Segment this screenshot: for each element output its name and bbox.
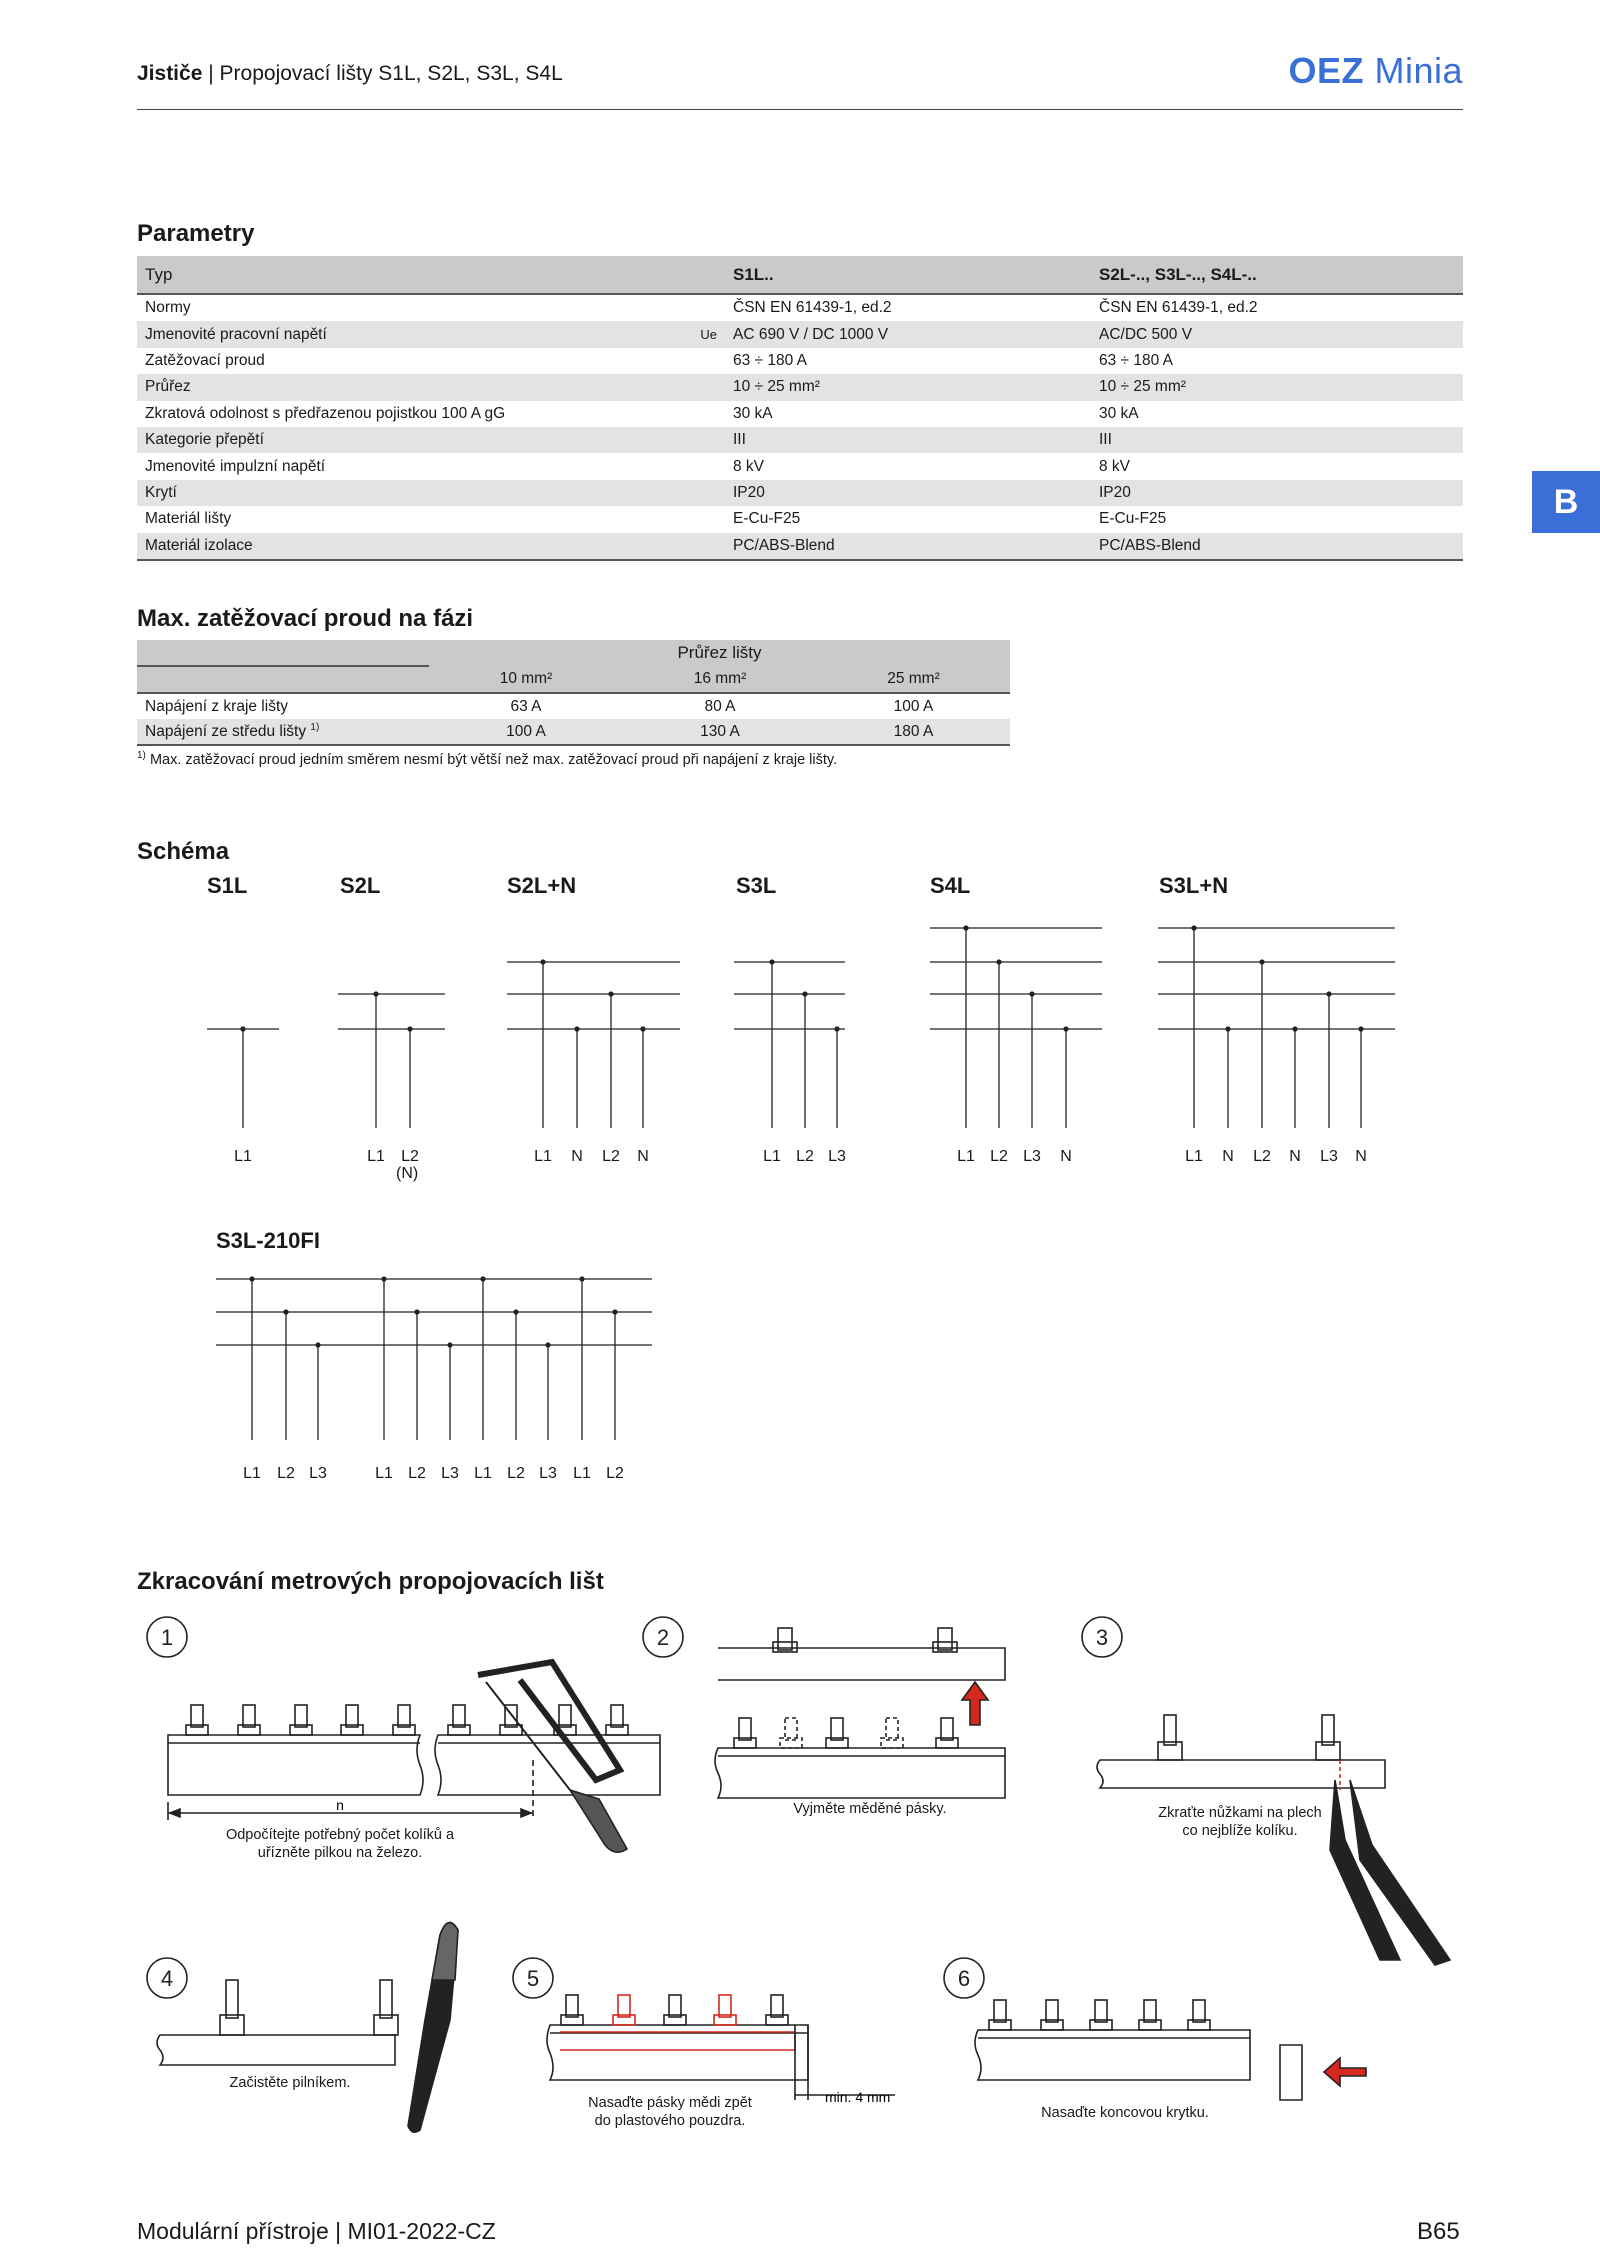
params-heading: Parametry [137, 220, 255, 247]
pin [398, 1705, 410, 1727]
params-cell: Ue [665, 321, 725, 347]
pin [669, 1995, 681, 2017]
params-cell: Materiál lišty [145, 510, 232, 528]
pin [346, 1705, 358, 1727]
params-cell: E-Cu-F25 [733, 510, 801, 528]
params-cell: 30 kA [1099, 404, 1139, 422]
schema-label: N [637, 1148, 649, 1165]
schema-label: L1 [957, 1148, 975, 1165]
params-cell: 8 kV [733, 457, 765, 475]
brand-bold: OEZ [1288, 50, 1364, 91]
schema-label: L1 [243, 1465, 261, 1482]
current-row-label-text: Napájení z kraje lišty [145, 698, 289, 716]
cutting-heading: Zkracování metrových propojovacích lišt [137, 1568, 604, 1595]
params-header-cell: S1L.. [725, 256, 1091, 294]
schema-junction [447, 1342, 452, 1347]
current-col-header: 25 mm² [817, 666, 1010, 693]
step5-figure [547, 1995, 895, 2100]
brand-light: Minia [1374, 50, 1463, 91]
step3-caption: Zkraťte nůžkami na plech co nejblíže kolíku. [1158, 1805, 1322, 1839]
params-cell: Jmenovité impulzní napětí [145, 457, 326, 475]
schema-junction [513, 1309, 518, 1314]
schema-junction [802, 991, 807, 996]
pin [886, 1718, 898, 1740]
pin [785, 1718, 797, 1740]
pin [780, 1738, 802, 1748]
schema-junction [1063, 1026, 1068, 1031]
schema-label: L2 [401, 1148, 419, 1165]
params-cell: Jmenovité pracovní napětí [137, 321, 665, 347]
params-header-cell: S2L-.., S3L-.., S4L-.. [1091, 256, 1463, 294]
params-cell: Zkratová odolnost s předřazenou pojistkou 100 A gG [145, 404, 506, 422]
schema-label: L2 [602, 1148, 620, 1165]
step6-figure [975, 2000, 1366, 2100]
schema-label: L1 [474, 1465, 492, 1482]
params-cell: ČSN EN 61439-1, ed.2 [1099, 299, 1258, 317]
current-cell: 180 A [817, 719, 1010, 745]
current-group-header: Průřez lišty [429, 640, 1010, 666]
current-cell: 130 A [623, 719, 817, 745]
pin [618, 1995, 630, 2017]
header-category: Jističe [137, 62, 203, 85]
pin [295, 1705, 307, 1727]
current-row-sup: 1) [310, 721, 320, 733]
params-cell: Zatěžovací proud [145, 351, 265, 369]
pin [566, 1995, 578, 2017]
current-cell: 63 A [510, 697, 542, 715]
step-num-1: 1 [160, 1625, 174, 1650]
pin [559, 1705, 571, 1727]
params-cell: 30 kA [733, 404, 773, 422]
current-row-label-text: Napájení ze středu lišty [145, 723, 307, 741]
params-cell: III [1091, 427, 1463, 453]
footnote-mark: 1) [137, 750, 146, 761]
step2-caption: Vyjměte měděné pásky. [793, 1801, 947, 1817]
header-separator: | [208, 62, 214, 85]
params-cell: PC/ABS-Blend [725, 533, 1091, 560]
schema-label: L1 [1185, 1148, 1203, 1165]
schema-label: L2 [606, 1465, 624, 1482]
pin [1095, 2000, 1107, 2022]
footnote-text: Max. zatěžovací proud jedním směrem nesmí být větší než max. zatěžovací proud při napájení z kraje lišty. [149, 751, 838, 768]
schema-junction [612, 1309, 617, 1314]
params-header-cell: Typ [137, 256, 665, 294]
schema-junction [381, 1276, 386, 1281]
schema-title-5: S3L+N [1159, 873, 1229, 898]
section-tab[interactable]: B [1532, 471, 1600, 533]
pin [831, 1718, 843, 1740]
schema-label: L3 [539, 1465, 557, 1482]
schema-label: N [1355, 1148, 1367, 1165]
params-cell: AC/DC 500 V [1091, 321, 1463, 347]
schema-junction [1358, 1026, 1363, 1031]
params-cell: E-Cu-F25 [1099, 510, 1167, 528]
schema-junction [414, 1309, 419, 1314]
step-num-3: 3 [1095, 1625, 1109, 1650]
schema-title-2: S2L+N [507, 873, 577, 898]
schema-junction [480, 1276, 485, 1281]
schema-label: L1 [534, 1148, 552, 1165]
schema-junction [249, 1276, 254, 1281]
step1-caption: Odpočítejte potřebný počet kolíků a uřízněte pilkou na železo. [225, 1827, 455, 1861]
schema-junction [640, 1026, 645, 1031]
current-col-header: 16 mm² [623, 666, 817, 693]
schema-junction [540, 959, 545, 964]
pin [1144, 2000, 1156, 2022]
params-cell: 8 kV [1099, 457, 1131, 475]
pin [994, 2000, 1006, 2022]
pin [1046, 2000, 1058, 2022]
schema-junction [545, 1342, 550, 1347]
pin [941, 1718, 953, 1740]
schema-label: L2 [990, 1148, 1008, 1165]
step1-n-label: n [336, 1797, 344, 1813]
step-num-5: 5 [526, 1966, 540, 1991]
pin [739, 1718, 751, 1740]
schema-label: L3 [441, 1465, 459, 1482]
schema-label: N [571, 1148, 583, 1165]
schema-junction [315, 1342, 320, 1347]
schema-label: L1 [375, 1465, 393, 1482]
page-number: B65 [1417, 2218, 1460, 2245]
params-cell: IP20 [725, 480, 1091, 506]
params-cell: Krytí [137, 480, 665, 506]
schema-junction [834, 1026, 839, 1031]
step2-figure [715, 1628, 1005, 1798]
schema-title-0: S1L [207, 873, 248, 898]
params-cell: AC 690 V / DC 1000 V [725, 321, 1091, 347]
step1-figure [168, 1662, 660, 1852]
params-cell: 63 ÷ 180 A [1099, 351, 1174, 369]
params-cell: PC/ABS-Blend [1091, 533, 1463, 560]
schema-label: L1 [763, 1148, 781, 1165]
footer-left: Modulární přístroje | MI01-2022-CZ [137, 2218, 496, 2244]
params-cell: Normy [145, 299, 191, 317]
current-col-header: 10 mm² [429, 666, 623, 693]
schema-junction [1191, 925, 1196, 930]
schema-title-1: S2L [340, 873, 381, 898]
schema-junction [579, 1276, 584, 1281]
schema-junction [1029, 991, 1034, 996]
step-num-6: 6 [957, 1966, 971, 1991]
schema-junction [407, 1026, 412, 1031]
step3-figure [1097, 1715, 1450, 1965]
params-cell: Průřez [137, 374, 665, 400]
current-heading: Max. zatěžovací proud na fázi [137, 605, 474, 632]
schema-heading: Schéma [137, 838, 230, 865]
pin [243, 1705, 255, 1727]
schema-label: L1 [367, 1148, 385, 1165]
pin [611, 1705, 623, 1727]
params-cell: IP20 [1091, 480, 1463, 506]
schema-junction [1259, 959, 1264, 964]
schema-label: L3 [1320, 1148, 1338, 1165]
step4-caption: Začistěte pilníkem. [229, 2075, 351, 2091]
step5-caption: Nasaďte pásky mědi zpět do plastového pouzdra. [588, 2095, 752, 2129]
current-cell: 100 A [429, 719, 623, 745]
params-cell: Materiál izolace [137, 533, 665, 560]
pin [719, 1995, 731, 2017]
params-cell: III [725, 427, 1091, 453]
schema-junction [1292, 1026, 1297, 1031]
step-num-2: 2 [656, 1625, 670, 1650]
schema-label: L1 [234, 1148, 252, 1165]
schema-junction [769, 959, 774, 964]
pin [1193, 2000, 1205, 2022]
schema-junction [240, 1026, 245, 1031]
schema-label: L3 [309, 1465, 327, 1482]
schema-label: (N) [396, 1165, 419, 1182]
schema-junction [373, 991, 378, 996]
schema-label: N [1060, 1148, 1072, 1165]
schema-junction [1225, 1026, 1230, 1031]
schema-label: L1 [573, 1465, 591, 1482]
schema-label: N [1222, 1148, 1234, 1165]
schema-junction [1326, 991, 1331, 996]
schema-junction [574, 1026, 579, 1031]
schema-label: L3 [1023, 1148, 1041, 1165]
schema-junction [283, 1309, 288, 1314]
current-cell: 100 A [893, 697, 934, 715]
schema-label: L2 [507, 1465, 525, 1482]
schema-junction [996, 959, 1001, 964]
params-cell: 63 ÷ 180 A [733, 351, 808, 369]
schema-label: N [1289, 1148, 1301, 1165]
schema-label: L2 [1253, 1148, 1271, 1165]
schema-title-6: S3L-210FI [216, 1228, 320, 1253]
params-cell: 10 ÷ 25 mm² [725, 374, 1091, 400]
pin [881, 1738, 903, 1748]
step6-caption: Nasaďte koncovou krytku. [1041, 2105, 1209, 2121]
current-cell: 80 A [704, 697, 736, 715]
schema-junction [963, 925, 968, 930]
schema-label: L3 [828, 1148, 846, 1165]
schema-title-4: S4L [930, 873, 971, 898]
step4-figure [157, 1923, 458, 2133]
schema-label: L2 [277, 1465, 295, 1482]
schema-label: L2 [796, 1148, 814, 1165]
pin [191, 1705, 203, 1727]
header-subtitle: Propojovací lišty S1L, S2L, S3L, S4L [219, 62, 563, 85]
schema-title-3: S3L [736, 873, 777, 898]
params-cell: ČSN EN 61439-1, ed.2 [733, 299, 892, 317]
step5-min-label: min. 4 mm [825, 2089, 891, 2105]
step-num-4: 4 [160, 1966, 174, 1991]
schema-junction [608, 991, 613, 996]
schema-label: L2 [408, 1465, 426, 1482]
params-cell: Kategorie přepětí [137, 427, 665, 453]
pin [771, 1995, 783, 2017]
pin [453, 1705, 465, 1727]
params-cell: 10 ÷ 25 mm² [1091, 374, 1463, 400]
